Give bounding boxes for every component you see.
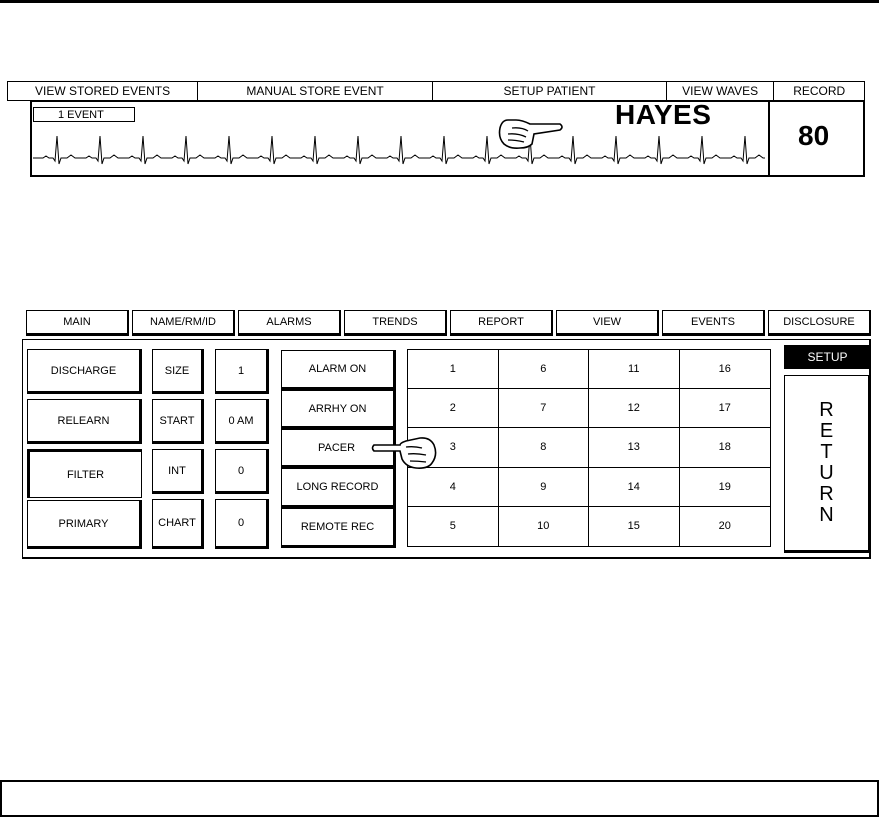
discharge-button[interactable]: DISCHARGE [27,349,142,394]
return-button[interactable] [784,375,871,553]
event-count-label[interactable]: 1 EVENT [33,107,135,122]
tab-bar [26,310,871,336]
relearn-button[interactable]: RELEARN [27,399,142,444]
return-letter: E [819,420,834,442]
return-letter: N [819,504,834,526]
bed-cell[interactable]: 18 [680,428,771,467]
patient-name: HAYES [615,99,712,130]
bed-cell[interactable]: 8 [499,428,590,467]
int-button[interactable]: INT [152,449,204,494]
start-button[interactable]: START [152,399,204,444]
alarm-on-button[interactable]: ALARM ON [281,350,396,390]
arrhy-on-button[interactable]: ARRHY ON [281,390,396,429]
pointing-hand-icon [494,114,566,152]
pointing-hand-icon [370,433,440,471]
bed-cell[interactable]: 1 [408,350,499,389]
setup-label: SETUP [784,345,871,369]
bed-cell[interactable]: 2 [408,389,499,428]
tab-trends[interactable]: TRENDS [344,310,447,336]
bed-cell[interactable]: 4 [408,468,499,507]
top-rule [0,0,879,3]
view-stored-events-button[interactable]: VIEW STORED EVENTS [8,82,198,100]
bed-cell[interactable]: 6 [499,350,590,389]
bed-cell[interactable]: 15 [589,507,680,546]
return-letter: T [820,441,833,463]
bed-cell[interactable]: 9 [499,468,590,507]
bed-cell[interactable]: 7 [499,389,590,428]
long-record-button[interactable]: LONG RECORD [281,468,396,508]
chart-value[interactable]: 0 [215,499,269,549]
tab-alarms[interactable]: ALARMS [238,310,341,336]
tab-main[interactable]: MAIN [26,310,129,336]
view-waves-button[interactable]: VIEW WAVES [667,82,775,100]
heart-rate-value: 80 [798,120,830,151]
bed-cell[interactable]: 14 [589,468,680,507]
tab-name-rm-id[interactable]: NAME/RM/ID [132,310,235,336]
chart-button[interactable]: CHART [152,499,204,549]
footer-box [0,780,879,817]
bed-grid [407,349,771,547]
bed-cell[interactable]: 20 [718,520,731,533]
return-letter: R [819,483,834,505]
primary-button[interactable]: PRIMARY [27,500,142,549]
bed-cell[interactable]: 17 [680,389,771,428]
tab-report[interactable]: REPORT [450,310,553,336]
tab-disclosure[interactable]: DISCLOSURE [768,310,871,336]
remote-rec-button[interactable]: REMOTE REC [281,508,396,548]
filter-button[interactable]: FILTER [27,449,142,498]
int-value[interactable]: 0 [215,449,269,494]
return-letter: R [819,399,834,421]
return-letter: U [819,462,834,484]
size-value[interactable]: 1 [215,349,269,394]
bed-cell[interactable]: 3 [408,428,499,467]
start-value[interactable]: 0 AM [215,399,269,444]
bed-cell[interactable]: 12 [589,389,680,428]
bed-cell[interactable]: 16 [680,350,771,389]
monitor-menu-bar [7,81,865,101]
bed-cell[interactable]: 13 [589,428,680,467]
bed-cell[interactable]: 10 [499,507,590,546]
record-button[interactable]: RECORD [793,84,846,98]
bed-cell[interactable]: 5 [408,507,499,546]
tab-events[interactable]: EVENTS [662,310,765,336]
heart-rate-divider [768,102,770,176]
pacer-button[interactable]: PACER [281,429,396,468]
bed-cell[interactable]: 11 [589,350,680,389]
manual-store-event-button[interactable]: MANUAL STORE EVENT [198,82,433,100]
size-button[interactable]: SIZE [152,349,204,394]
bed-cell[interactable]: 19 [680,468,771,507]
tab-view[interactable]: VIEW [556,310,659,336]
setup-patient-button[interactable]: SETUP PATIENT [433,82,667,100]
